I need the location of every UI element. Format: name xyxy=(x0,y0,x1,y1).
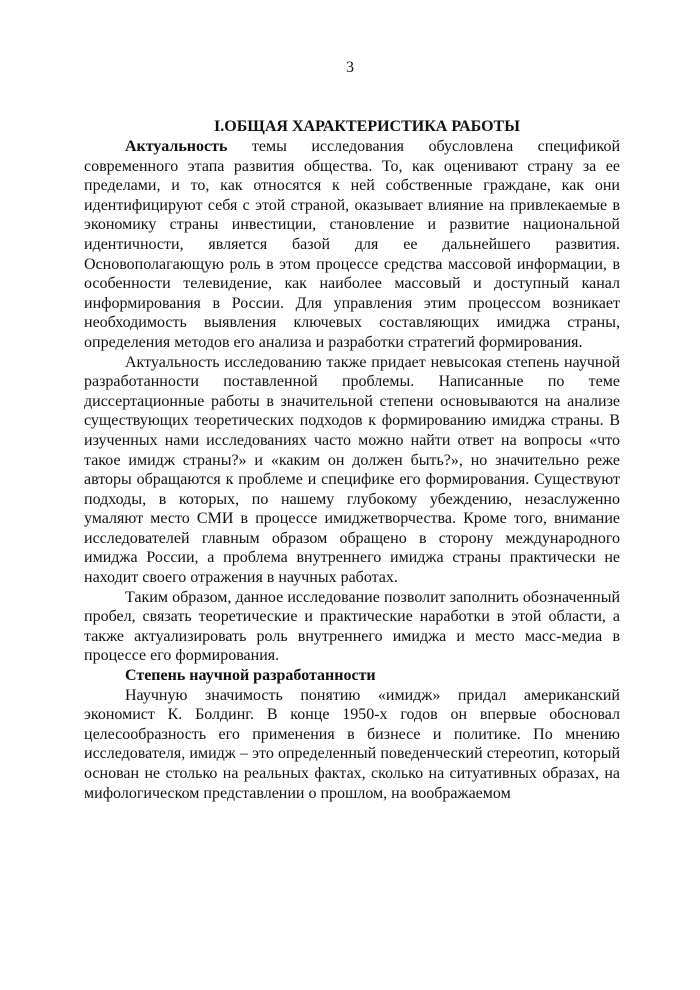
page-number: 3 xyxy=(346,59,354,76)
research-degree-paragraph-1: Научную значимость понятию «имидж» придал американский экономист К. Болдинг. В конце 1950-х годов он впервые обосновал целесообразность его применения в бизнесе и политике. По мнению исследователя, имидж – это определенный поведенческий стереотип, который основан не столько на реальных фактах, сколько на ситуативных образах, на мифологическом представлении о прошлом, на воображаемом xyxy=(84,686,620,802)
section-heading: I.ОБЩАЯ ХАРАКТЕРИСТИКА РАБОТЫ xyxy=(214,118,520,135)
relevance-paragraph-1-text: темы исследования обусловлена спецификой современного этапа развития общества. То, как оценивают страну за ее пределами, и то, как относятся к ней собственные граждане, как они идентифицируют себя с этой страной, оказывает влияние на привлекаемые в экономику страны инвестиции, становление и развитие национальной идентичности, является базой для ее дальнейшего развития. Основополагающую роль в этом процессе средства массовой информации, в особенности телевидение, как наиболее массовый и доступный канал информирования в России. Для управления этим процессом возникает необходимость выявления ключевых составляющих имиджа страны, определения методов его анализа и разработки стратегий формирования. xyxy=(84,138,620,351)
research-degree-subheading: Степень научной разработанности xyxy=(125,667,376,685)
relevance-paragraph-1 xyxy=(84,137,620,353)
relevance-run-in-heading: Актуальность xyxy=(125,138,228,155)
relevance-paragraph-3: Таким образом, данное исследование позволит заполнить обозначенный пробел, связать теоретические и практические наработки в этой области, а также актуализировать роль внутреннего имиджа и место масс-медиа в процессе его формирования. xyxy=(84,588,620,665)
page-content xyxy=(84,117,620,803)
relevance-paragraph-2: Актуальность исследованию также придает невысокая степень научной разработанности поставленной проблемы. Написанные по теме диссертационные работы в значительной степени основываются на анализе существующих теоретических подходов к формированию имиджа страны. В изученных нами исследованиях часто можно найти ответ на вопросы «что такое имидж страны?» и «каким он должен быть?», но значительно реже авторы обращаются к проблеме и специфике его формирования. Существуют подходы, в которых, по нашему глубокому убеждению, незаслуженно умаляют место СМИ в процессе имиджетворчества. Кроме того, внимание исследователей главным образом обращено в сторону международного имиджа России, а проблема внутреннего имиджа страны практически не находит своего отражения в научных работах. xyxy=(84,353,620,587)
